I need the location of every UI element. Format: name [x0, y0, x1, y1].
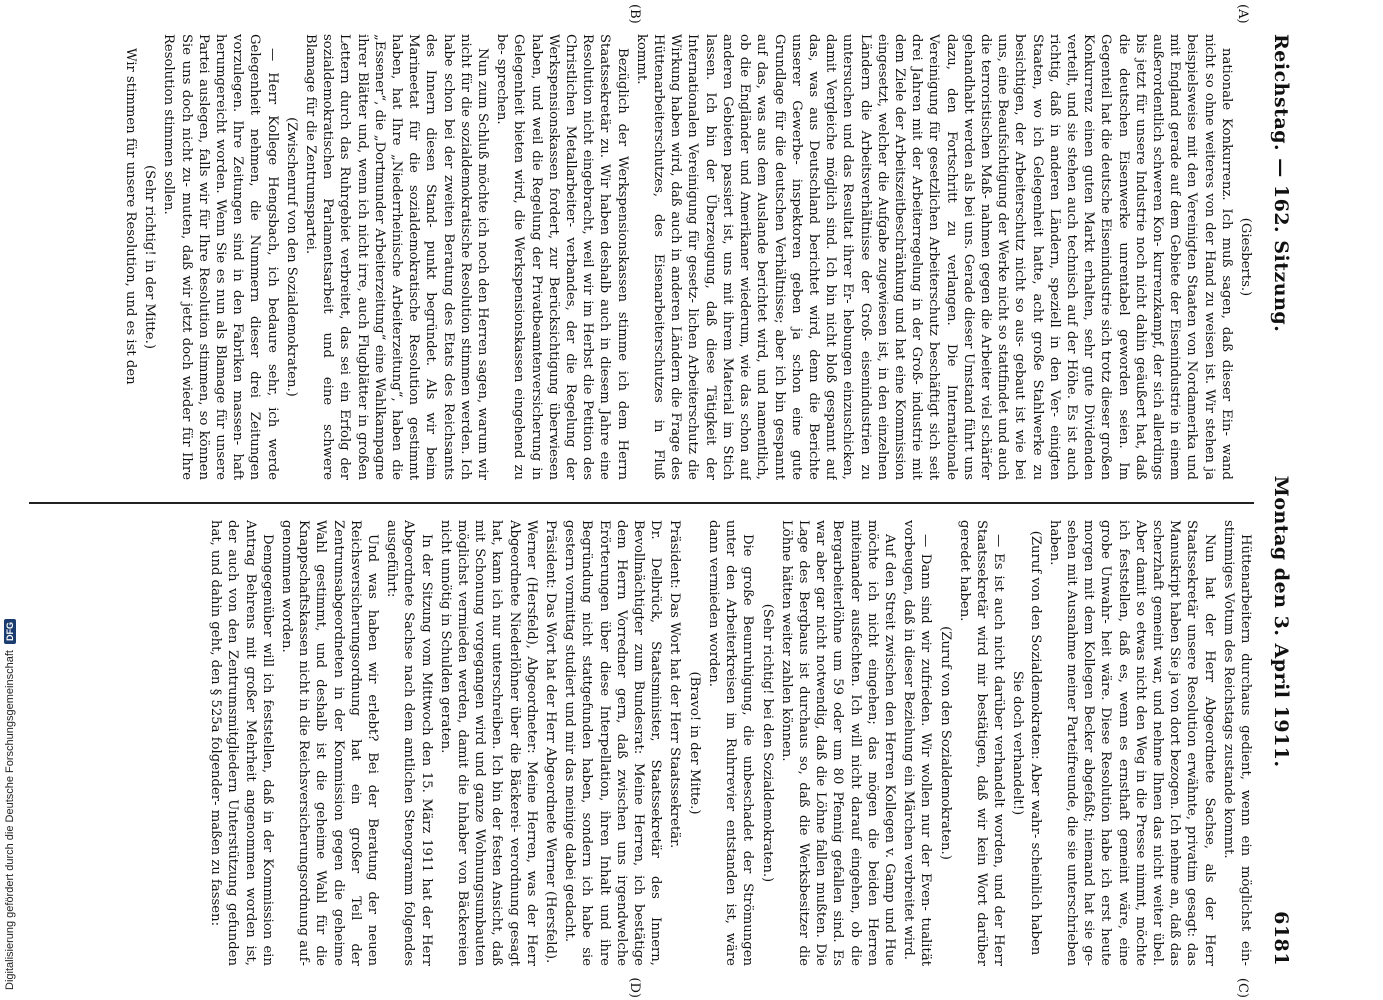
column-divider	[29, 502, 1254, 504]
left-column	[29, 34, 1254, 480]
running-head	[1262, 34, 1292, 966]
right-column-paragraph: — Dann sind wir zufrieden. Wir wollen nur der Even‑ tualität vorbeugen, daß in dieser Beziehung ein Märchen verbreitet wird.	[901, 520, 934, 966]
right-column-paragraph: Und was haben wir erlebt? Bei der Beratung der neuen Reichsversicherungsordnung hat ein großer Teil der Zentrumsabgeordneten in der Kommission gegen die geheime Wahl gestimmt, und deshalb ist die geheime Wahl für die Knappschaftskassen nicht in die Reichsversicherungsordnung auf‑ genommen worden.	[279, 520, 381, 966]
right-column-paragraph: (Bravo! in der Mitte.)	[686, 671, 702, 815]
left-column-paragraph: — Herr Kollege Hengsbach, ich bedaure sehr, ich werde Gelegenheit nehmen, die Nummern dieser drei Zeitungen vorzulegen. Ihre Zeitungen sind in den Fabriken massen‑ haft herumgereicht worden. Wenn Sie es nun als Blamage für unsere Partei auslegen, falls wir für Ihre Resolution stimmen, so können Sie uns doch nicht zu‑ muten, daß wir jetzt doch wieder für Ihre Resolution stimmen sollen.	[161, 34, 280, 480]
right-column-paragraph: Nun hat der Herr Abgeordnete Sachse, als der Herr Staatssekretär unsere Resolution erwähnte, privatim gesagt: das Manuskript haben Sie ja von dort bezogen. Ich nehme an, daß das scherzhaft gemeint war, und nehme Ihnen das nicht weiter übel. Aber damit so etwas nicht den Weg in die Presse nimmt, möchte ich feststellen, daß es, wenn es ernsthaft gemeint wäre, eine grobe Unwahr‑ heit wäre. Diese Resolution habe ich erst heute morgen mit dem Kollegen Becker abgefaßt; niemand hat sie ge‑ sehen mit Ausnahme meiner Parteifreunde, die sie unterschrieben haben.	[1046, 520, 1217, 966]
left-column-paragraph: Wir stimmen für unsere Resolution, und es ist den	[123, 48, 138, 385]
right-column-paragraph: Die große Beunruhigung, die unbeschadet der Strömungen unter den Arbeiterkreisen im Ruhrrevier entstanden ist, wäre dann vermieden worden.	[705, 520, 756, 966]
left-column-paragraph: Nun zum Schluß möchte ich noch den Herren sagen, warum wir nicht für die sozialdemokratische Resolution stimmen werden. Ich habe schon bei der zweiten Beratung des Etats des Reichsamts des Innern diesen Stand‑ punkt begründet. Als wir beim Marineetat für die sozialdemokratische Resolution gestimmt haben, hat Ihre „Niederrheinische Arbeiterzeitung“, haben die „Essener“, die „Dortmunder Arbeiterzeitung“ eine Wahlkampagne ihrer Blätter und, wenn ich nicht irre, auch Flugblätter in großen Lettern durch das Ruhrgebiet verbreitet, das sei ein Erfolg der sozialdemokratischen Parlamentsarbeit und eine schwere Blamage für die Zentrumspartei.	[303, 34, 491, 480]
right-column-paragraph: Präsident: Das Wort hat der Herr Staatssekretär.	[667, 520, 683, 849]
left-column-paragraph: (Zwischenruf von den Sozialdemokraten.)	[283, 117, 299, 397]
right-column-paragraph: — Es ist auch nicht darüber verhandelt worden, und der Herr Staatssekretär wird mir bestätigen, daß wir kein Wort darüber geredet haben.	[956, 520, 1007, 966]
margin-marker-a: (A)	[1235, 4, 1250, 24]
right-column-paragraph: Werner (Hersfeld), Abgeordneter: Meine Herren, was der Herr Abgeordnete Niederlöhner über die Bäckerei‑ verordnung gesagt hat, kann ich nur unterschreiben. Ich bin der festen Ansicht, daß mit Schonung vorgegangen wird und ganze Wohnungsumbauten möglichst vermieden werden, damit die Inhaber von Bäckereien nicht unnötig in Schulden geraten.	[437, 520, 539, 966]
header-left: Reichstag. — 162. Sitzung.	[1270, 34, 1292, 333]
left-column-paragraph: (Sehr richtig! in der Mitte.)	[142, 165, 158, 349]
margin-marker-d: (D)	[627, 977, 642, 998]
credit-text: Digitalisierung gefördert durch die Deutsche Forschungsgemeinschaft	[4, 650, 16, 990]
margin-marker-c: (C)	[1235, 977, 1250, 998]
right-column	[29, 520, 1254, 966]
dfg-logo: DFG	[4, 619, 16, 644]
right-column-paragraph: Auf den Streit zwischen den Herren Kollegen v. Gamp und Hue möchte ich nicht eingehen; das mögen die beiden Herren miteinander ausfechten. Ich will nicht darauf eingehen, ob die Bergarbeiterlöhne um 59 oder um 80 Pfennig gefallen sind. Es war aber gar nicht notwendig, daß die Löhne fallen mußten. Die Lage des Bergbaus ist durchaus so, daß die Werksbesitzer die Löhne hätten weiter zahlen können.	[778, 520, 897, 966]
left-column-paragraph: Bezüglich der Werkspensionskassen stimme ich dem Herrn Staatssekretär zu. Wir haben deshalb auch in diesem Jahre eine Resolution nicht eingebracht, weil wir im Herbst die Petition des Christlichen Metallarbeiter‑ verbandes, der die Regelung der Werkspensionskassen fordert, zur Berücksichtigung überwiesen haben, und weil die Regelung der Privatbeamtenversicherung in Gelegenheit bieten wird, die Werkspensionskassen eingehend zu be‑ sprechen.	[494, 34, 630, 480]
right-column-paragraph: (Zuruf von den Sozialdemokraten.)	[937, 626, 953, 860]
right-column-paragraph: Präsident: Das Wort hat der Herr Abgeordnete Werner (Hersfeld).	[543, 520, 559, 964]
margin-marker-b: (B)	[627, 4, 642, 24]
right-column-paragraph: Dr. Delbrück, Staatsminister, Staatssekretär des Innern, Bevollmächtigter zum Bundesrat: Meine Herren, ich bestätige dem Herrn Vorredner gern, daß zwischen uns irgendwelche Erörterungen über diese Interpellation, ihren Inhalt und ihre Begründung nicht stattgefunden haben, sondern ich habe sie gestern vormittag studiert und mir das meinige dabei gedacht.	[562, 520, 664, 966]
text-columns	[29, 4, 1254, 998]
right-column-paragraph: In der Sitzung vom Mittwoch den 15. März 1911 hat der Herr Abgeordnete Sachse nach dem amtlichen Stenogramm folgendes ausgeführt:	[384, 520, 434, 966]
right-column-paragraph: Demgegenüber will ich feststellen, daß in der Kommission ein Antrag Behrens mit großer Mehrheit angenommen worden ist, der auch von den Zentrumsmitgliedern Unterstützung gefunden hat, und dahin geht, den § 525a folgender‑ maßen zu fassen:	[208, 520, 275, 966]
header-right: Montag den 3. April 1911.	[1270, 475, 1292, 768]
left-column-paragraph: (Giesberts.)	[1238, 217, 1253, 297]
right-column-paragraph: (Sehr richtig! bei den Sozialdemokraten.)	[759, 603, 775, 883]
left-column-paragraph: nationale Konkurrenz. Ich muß sagen, daß dieser Ein‑ wand nicht so ohne weiteres von der Hand zu weisen ist. Wir stehen ja beispielsweise mit den Vereinigten Staaten von Nordamerika und mit England gerade auf dem Gebiete der Eisenindustrie in einem außerordentlich schweren Kon‑ kurrenzkampf, der sich allerdings bis jetzt für unsere Industrie noch nicht dahin geäußert hat, daß die deutschen Eisenwerke unrentabel geworden seien. Im Gegenteil hat die deutsche Eisenindustrie sich trotz dieser großen Konkurrenz einen guten Markt erhalten, sehr gute Dividenden verteilt, und sie stehen auch technisch auf der Höhe. Es ist auch richtig, daß in anderen Ländern, speziell in den Ver‑ einigten Staaten, wo ich Gelegenheit hatte, acht große Stahlwerke zu besichtigen, der Arbeiterschutz nicht so aus‑ gebaut ist wie bei uns, eine Beaufsichtigung der Werke nicht so stattfindet und auch die terroristischen Maß‑ nahmen gegen die Arbeiter viel schärfer gehandhabt werden als bei uns. Gerade dieser Umstand führt uns dazu, den Fortschritt zu verlangen. Die Internationale Vereinigung für gesetzlichen Arbeiterschutz beschäftigt sich seit drei Jahren mit der Arbeiterregelung in der Groß‑ industrie mit dem Ziele der Arbeitszeitbeschränkung und hat eine Kommission eingesetzt, welcher die Aufgabe zugewiesen ist, in den einzelnen Ländern die Arbeitsverhältnisse der Groß‑ eisenindustrien zu untersuchen und das Resultat ihrer Er‑ hebungen einzuschicken, damit Vergleiche möglich sind. Ich bin nicht bloß gespannt auf das, was aus Deutschland berichtet wird, denn die Berichte unserer Gewerbe‑ inspektoren geben ja schon eine gute Grundlage für die deutschen Verhältnisse; aber ich bin gespannt auf das, was aus dem Auslande berichtet wird, und namentlich, ob die Engländer und Amerikaner wiederum, wie das schon auf anderen Gebieten passiert ist, uns mit ihrem Material im Stich lassen. Ich bin der Überzeugung, daß diese Tätigkeit der Internationalen Vereinigung für gesetz‑ lichen Arbeiterschutz die Wirkung haben wird, daß auch in anderen Ländern die Frage des Hüttenarbeiterschutzes, des Eisenarbeiterschutzes in Fluß kommt.	[633, 34, 1234, 480]
right-column-paragraph: Hüttenarbeitern durchaus gedient, wenn ein möglichst ein‑ stimmiges Votum des Reichstags zustande kommt.	[1220, 520, 1253, 966]
page-number: 6181	[1270, 911, 1292, 966]
digitization-credit	[0, 0, 20, 990]
right-column-paragraph: (Zuruf von den Sozialdemokraten: Aber wahr‑ scheinlich haben Sie doch verhandelt!)	[1010, 530, 1043, 956]
